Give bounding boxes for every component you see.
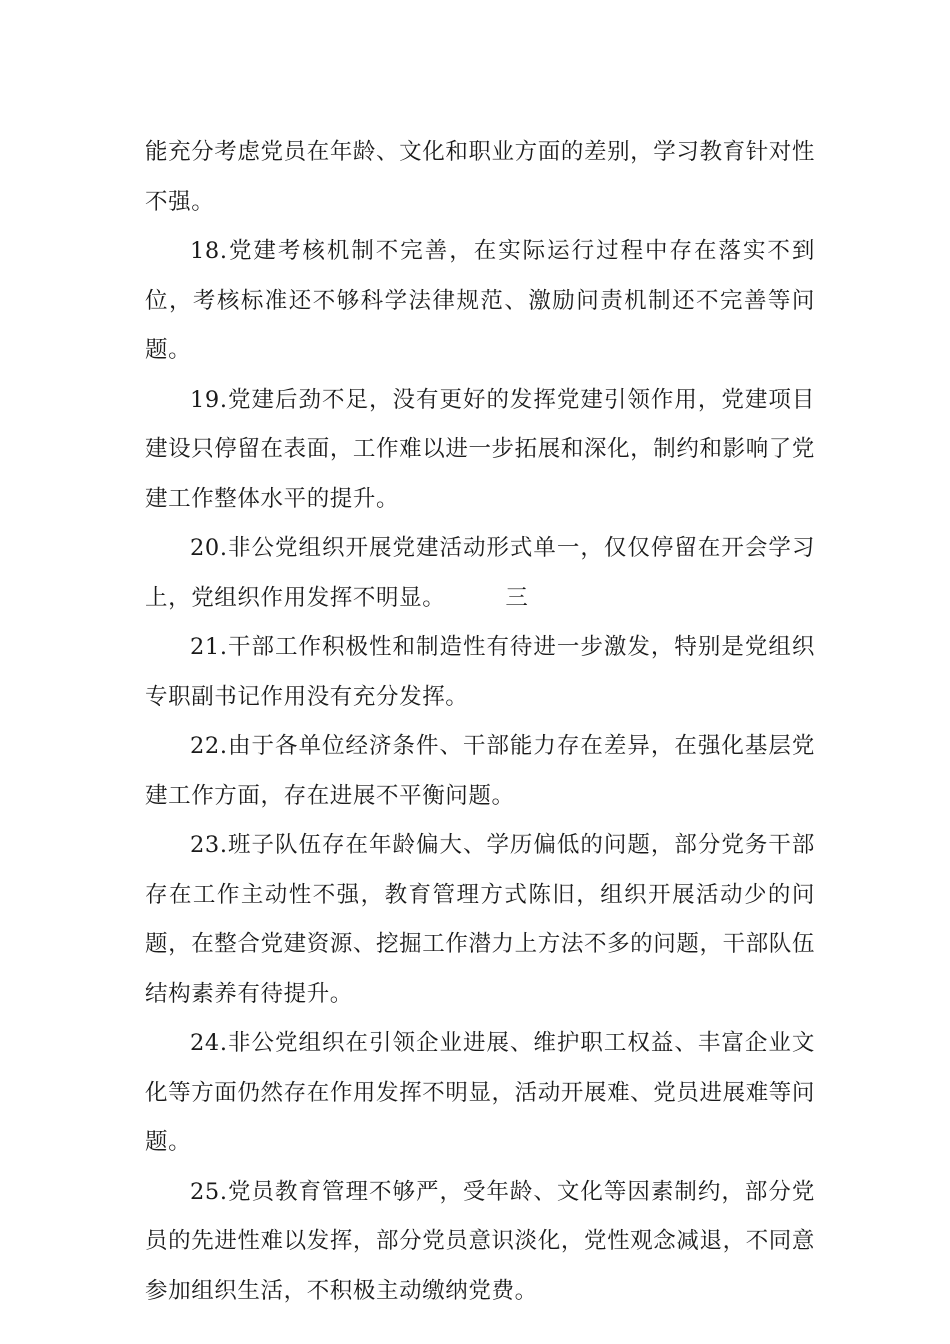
paragraph-25	[145, 1168, 815, 1317]
paragraph-24	[145, 1019, 815, 1168]
paragraph-22	[145, 722, 815, 821]
document-body	[145, 128, 815, 1316]
paragraph-text: 24.非公党组织在引领企业进展、维护职工权益、丰富企业文化等方面仍然存在作用发挥不明显，活动开展难、党员进展难等问题。	[145, 1030, 815, 1155]
paragraph-text: 23.班子队伍存在年龄偏大、学历偏低的问题，部分党务干部存在工作主动性不强，教育管理方式陈旧，组织开展活动少的问题，在整合党建资源、挖掘工作潜力上方法不多的问题，干部队伍结构素养有待提升。	[145, 832, 815, 1007]
paragraph-17-continued	[145, 128, 815, 227]
paragraph-text: 20.非公党组织开展党建活动形式单一，仅仅停留在开会学习上，党组织作用发挥不明显。	[145, 535, 815, 611]
paragraph-18	[145, 227, 815, 376]
paragraph-21	[145, 623, 815, 722]
paragraph-text: 21.干部工作积极性和制造性有待进一步激发，特别是党组织专职副书记作用没有充分发挥。	[145, 634, 815, 710]
paragraph-text: 18.党建考核机制不完善，在实际运行过程中存在落实不到位，考核标准还不够科学法律规范、激励问责机制还不完善等问题。	[145, 238, 815, 363]
paragraph-23	[145, 821, 815, 1019]
paragraph-text: 19.党建后劲不足，没有更好的发挥党建引领作用，党建项目建设只停留在表面，工作难以进一步拓展和深化，制约和影响了党建工作整体水平的提升。	[145, 386, 815, 512]
stray-character: 三	[505, 584, 529, 611]
paragraph-text: 能充分考虑党员在年龄、文化和职业方面的差别，学习教育针对性不强。	[145, 139, 815, 215]
paragraph-text: 22.由于各单位经济条件、干部能力存在差异，在强化基层党建工作方面，存在进展不平衡问题。	[145, 733, 815, 809]
paragraph-20	[145, 524, 815, 623]
paragraph-text: 25.党员教育管理不够严，受年龄、文化等因素制约，部分党员的先进性难以发挥，部分党员意识淡化，党性观念减退，不同意参加组织生活，不积极主动缴纳党费。	[145, 1178, 815, 1304]
paragraph-19	[145, 376, 815, 525]
